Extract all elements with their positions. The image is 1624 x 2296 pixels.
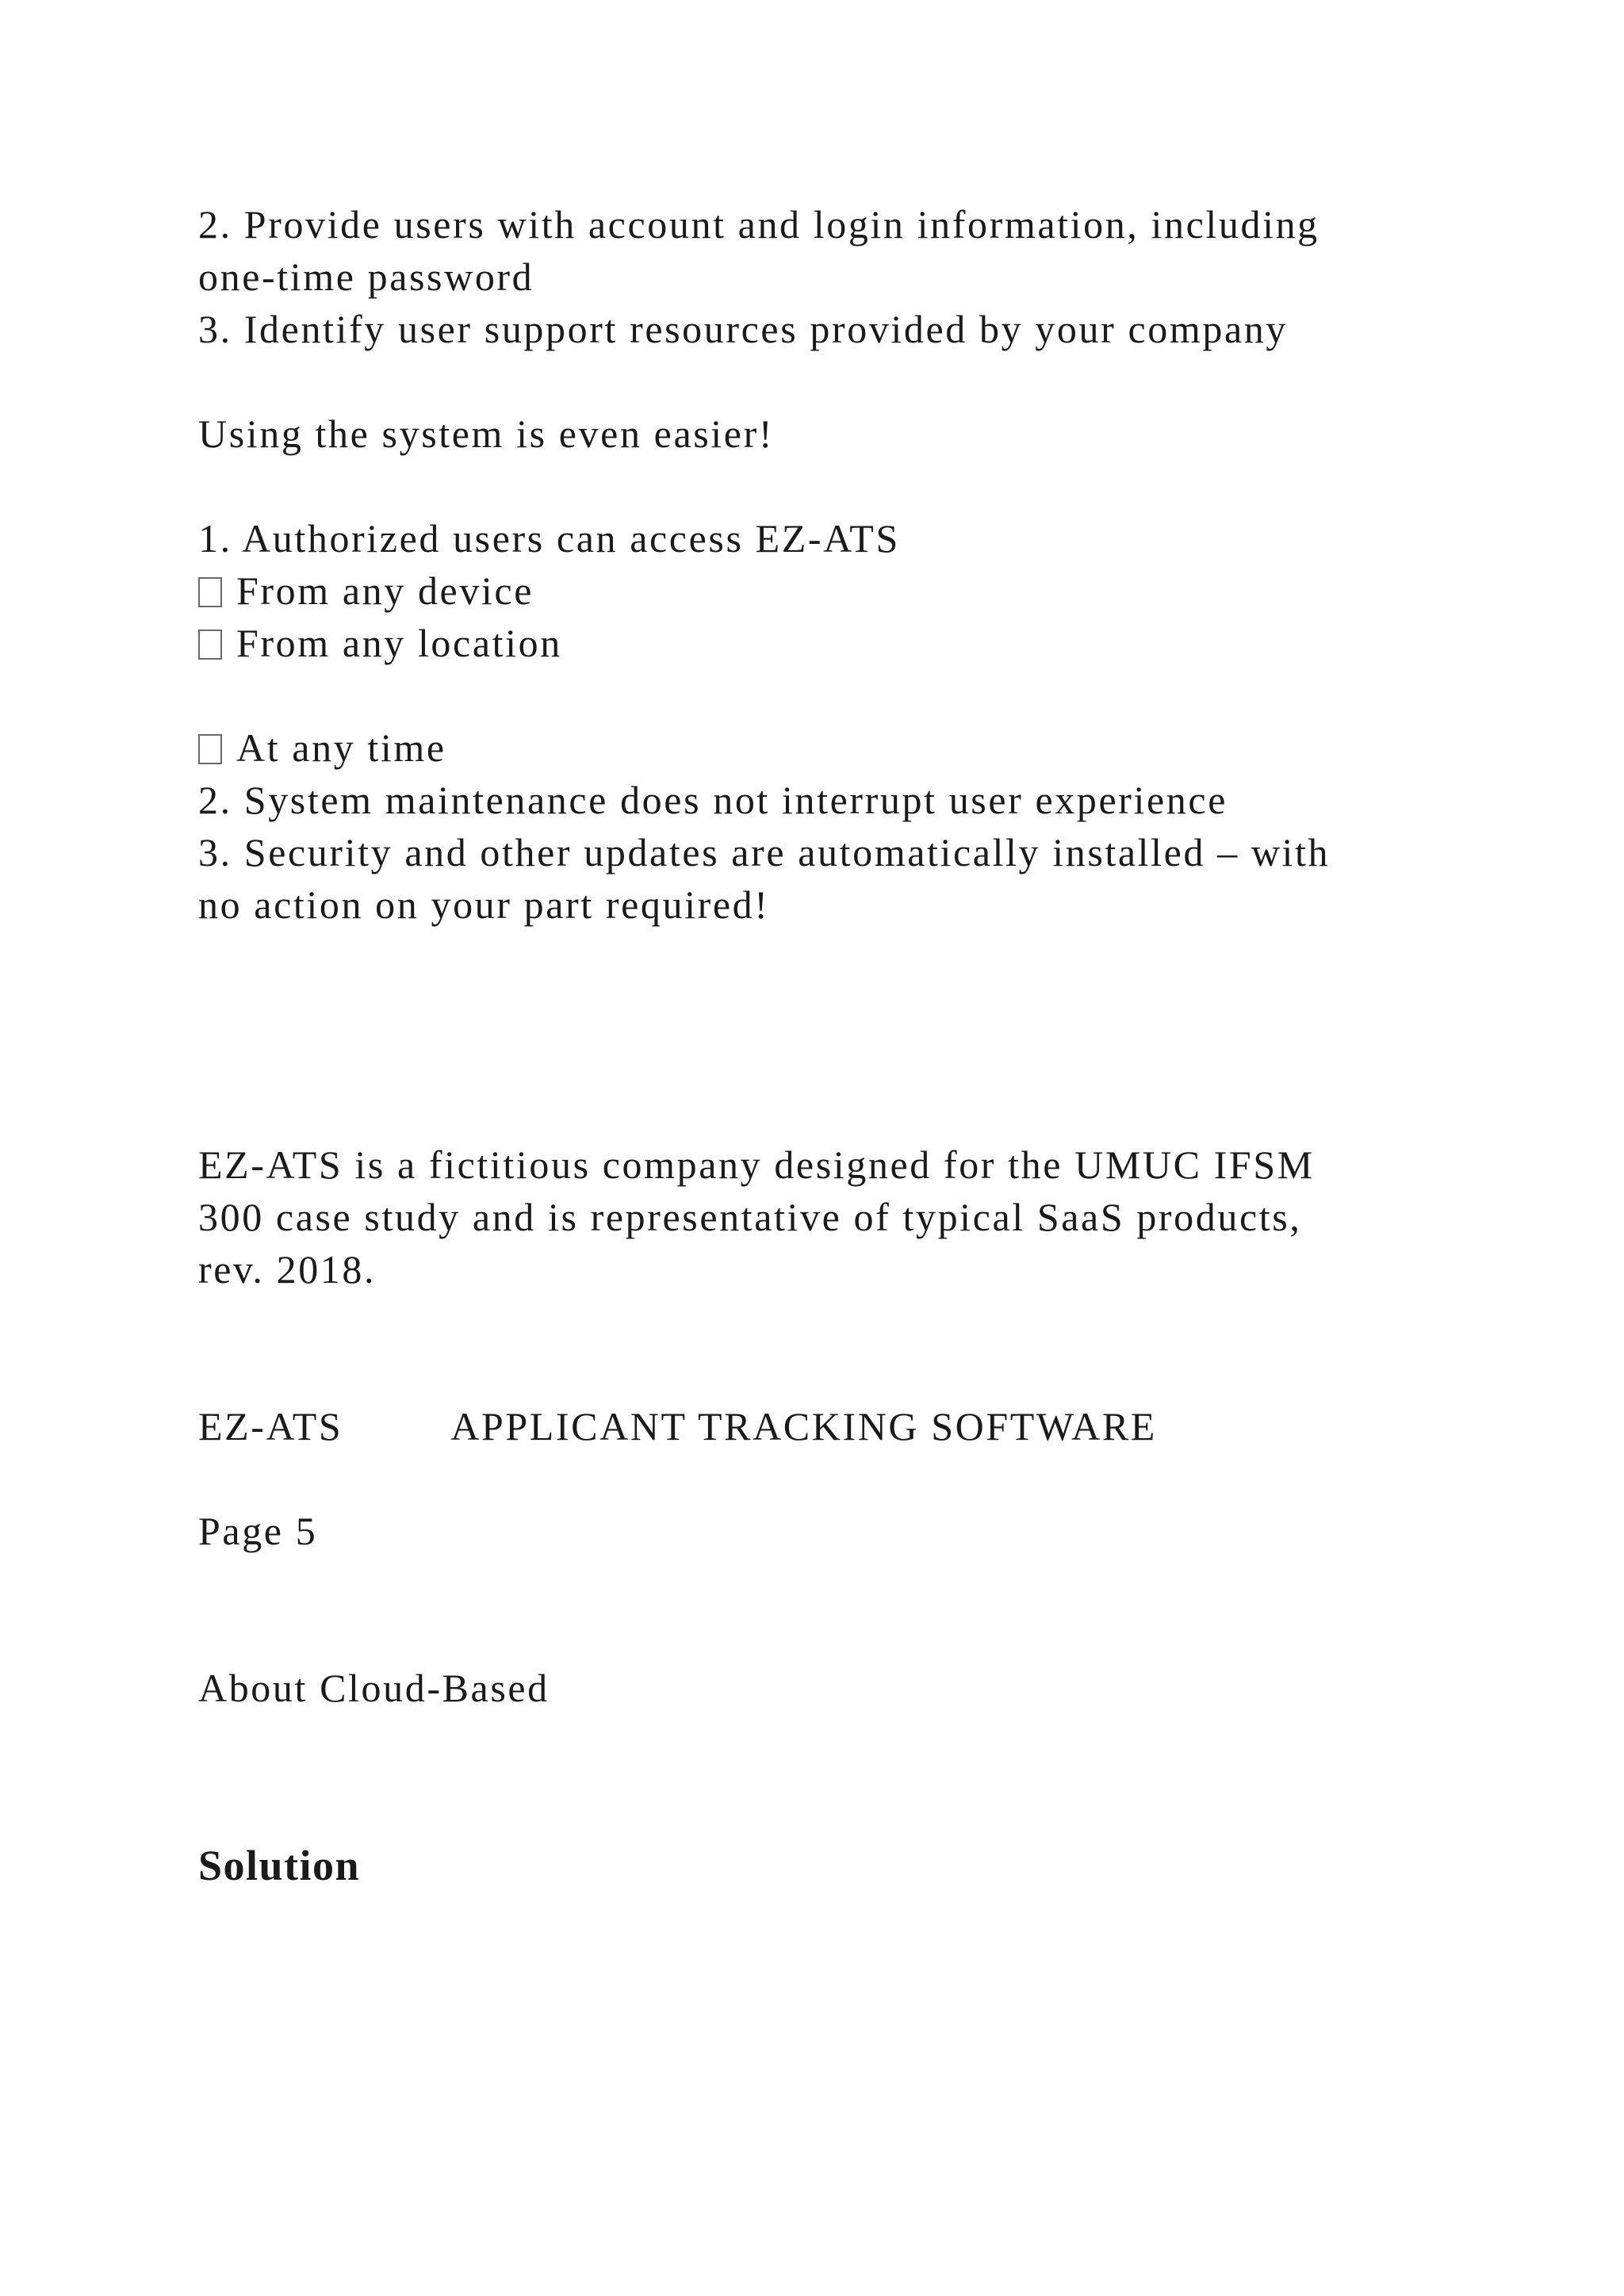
benefit-updates-line-1: 3. Security and other updates are automatically installed – with <box>198 830 1331 874</box>
bullet-text: From any device <box>236 568 534 613</box>
bullet-item-device <box>198 564 534 617</box>
bullet-item-location <box>198 617 562 669</box>
missing-glyph-bullet-icon <box>198 577 222 607</box>
bullet-item-time <box>198 721 446 774</box>
missing-glyph-bullet-icon <box>198 734 222 764</box>
disclaimer-line-2: 300 case study and is representative of typical SaaS products, <box>198 1195 1302 1239</box>
footer-brand-row <box>198 1400 1157 1452</box>
disclaimer-line-3: rev. 2018. <box>198 1247 377 1292</box>
footer-brand: EZ-ATS <box>198 1404 343 1448</box>
step-2-line-2: one-time password <box>198 254 534 299</box>
step-3-line: 3. Identify user support resources provided by your company <box>198 307 1288 351</box>
section-subtitle: Solution <box>198 1842 361 1889</box>
benefit-maintenance: 2. System maintenance does not interrupt user experience <box>198 778 1228 822</box>
bullet-text: At any time <box>236 725 446 770</box>
benefit-updates-line-2: no action on your part required! <box>198 882 770 927</box>
missing-glyph-bullet-icon <box>198 629 222 660</box>
footer-tagline: APPLICANT TRACKING SOFTWARE <box>450 1404 1157 1448</box>
bullet-text: From any location <box>236 621 562 665</box>
easier-intro: Using the system is even easier! <box>198 411 775 456</box>
disclaimer-line-1: EZ-ATS is a fictitious company designed for the UMUC IFSM <box>198 1142 1315 1187</box>
section-title: About Cloud-Based <box>198 1666 550 1710</box>
access-heading: 1. Authorized users can access EZ-ATS <box>198 516 900 561</box>
page-number: Page 5 <box>198 1509 318 1553</box>
step-2-line-1: 2. Provide users with account and login information, including <box>198 202 1320 247</box>
